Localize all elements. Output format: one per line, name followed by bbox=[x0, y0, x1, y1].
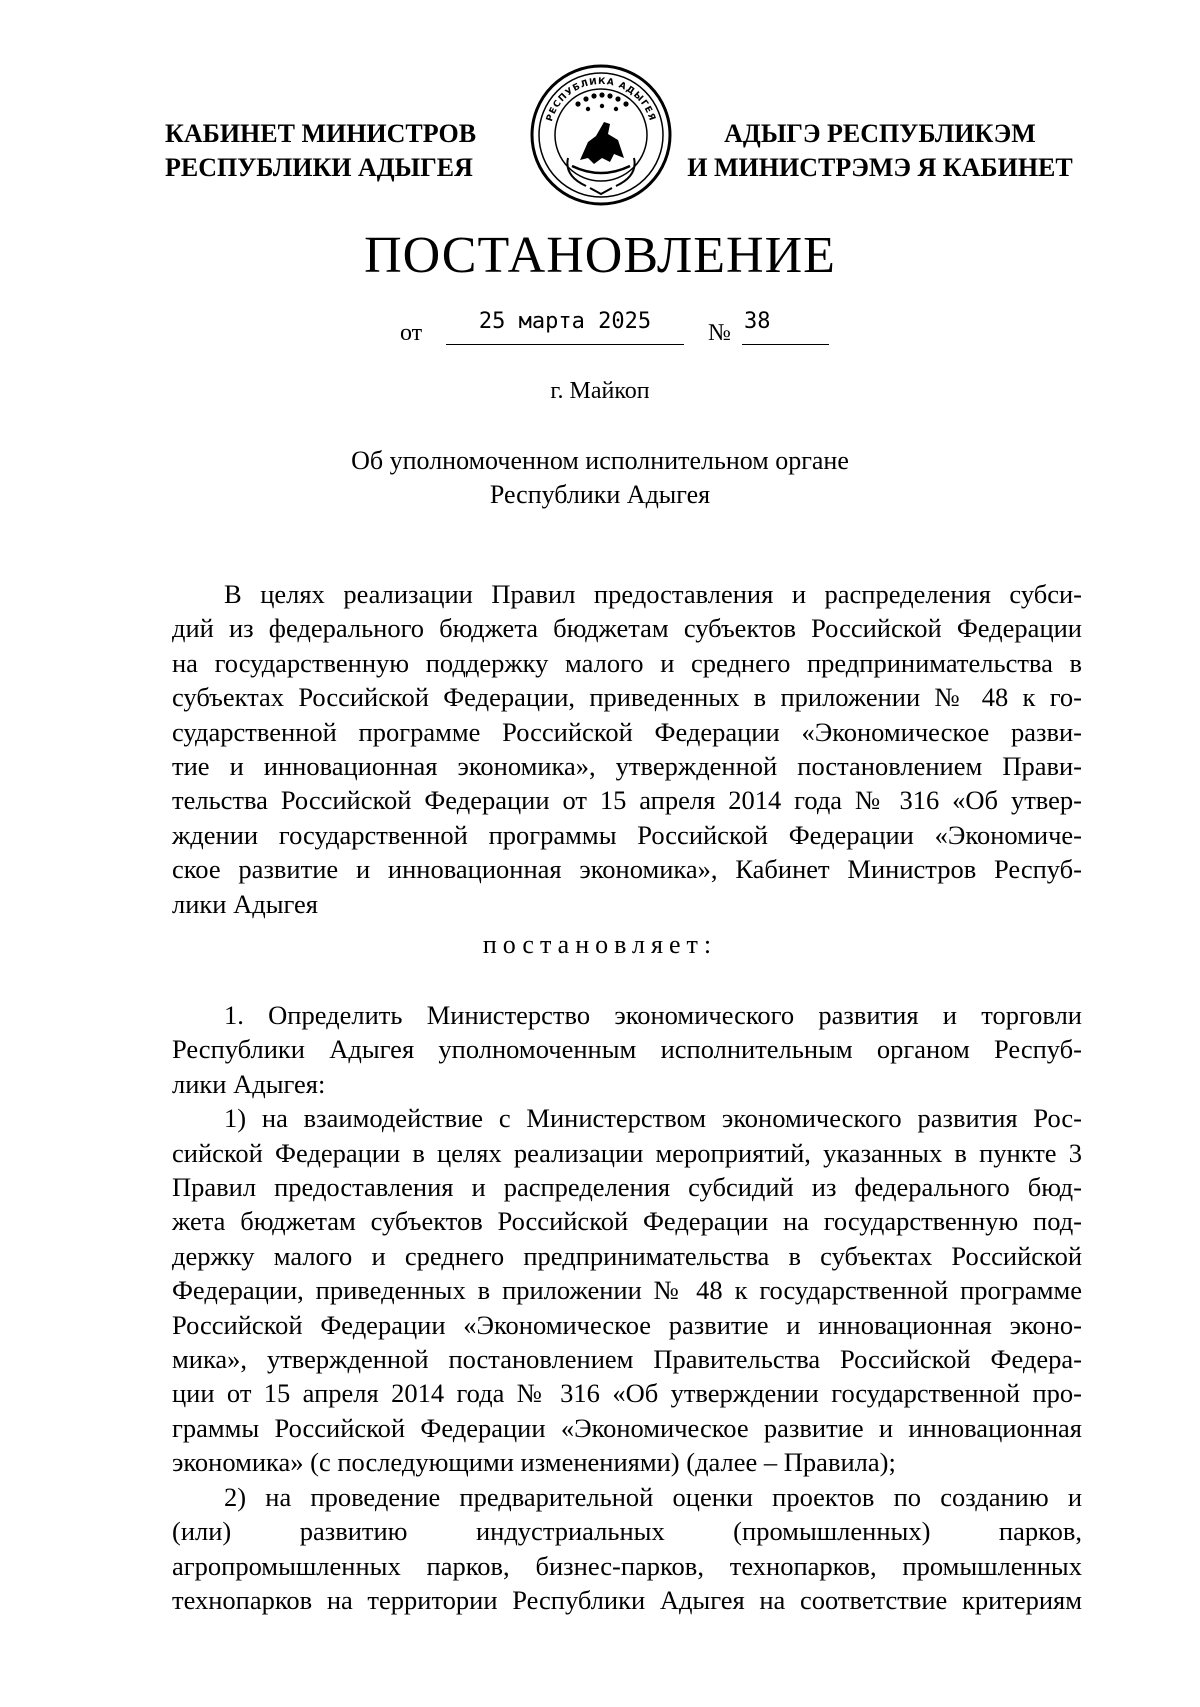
text-line: 1. Определить Министерство экономического развития и торговли bbox=[224, 1000, 1082, 1030]
text-line: В целях реализации Правил предоставления и распределения субси- bbox=[224, 579, 1082, 609]
text-line: экономика» (с последующими изменениями) (далее – Правила); bbox=[172, 1447, 896, 1478]
document-date: 25 марта 2025 bbox=[446, 304, 684, 345]
text-line: тие и инновационная экономика», утвержденной постановлением Прави- bbox=[172, 751, 1082, 782]
city: г. Майкоп bbox=[550, 378, 650, 404]
text-line: 1) на взаимодействие с Министерством экономического развития Рос- bbox=[224, 1103, 1082, 1134]
document-number: 38 bbox=[742, 304, 829, 345]
header-right-line2: И МИНИСТРЭМЭ Я КАБИНЕТ bbox=[687, 153, 1073, 182]
document-subject bbox=[0, 444, 1200, 512]
clauses-section bbox=[172, 998, 1082, 1617]
decree-word: постановляет: bbox=[482, 930, 718, 959]
text-line: граммы Российской Федерации «Экономическое развитие и инновационная bbox=[172, 1412, 1082, 1443]
text-line: ждении государственной программы Российской Федерации «Экономиче- bbox=[172, 819, 1082, 850]
date-number-line bbox=[0, 304, 1200, 348]
header-left-line2: РЕСПУБЛИКИ АДЫГЕЯ bbox=[165, 153, 473, 182]
text-line: технопарков на территории Республики Адыгея на соответствие критериям bbox=[172, 1584, 1082, 1615]
emblem-text: РЕСПУБЛИКА АДЫГЕЯ bbox=[544, 76, 658, 123]
text-line: субъектах Российской Федерации, приведенных в приложении № 48 к го- bbox=[172, 682, 1082, 713]
text-line: (или) развитию индустриальных (промышленных) парков, bbox=[172, 1516, 1082, 1547]
text-line: Республики Адыгея уполномоченным исполнительным органом Респуб- bbox=[172, 1034, 1082, 1065]
header-right-line1: АДЫГЭ РЕСПУБЛИКЭМ bbox=[724, 119, 1036, 148]
text-line: лики Адыгея: bbox=[172, 1068, 326, 1099]
header-right bbox=[670, 117, 1090, 185]
subject-line: Об уполномоченном исполнительном органе bbox=[351, 446, 849, 475]
text-line: сийской Федерации в целях реализации мероприятий, указанных в пункте 3 bbox=[172, 1137, 1082, 1168]
text-line: ское развитие и инновационная экономика», Кабинет Министров Респуб- bbox=[172, 854, 1082, 885]
preamble-paragraph bbox=[172, 577, 1082, 921]
number-label: № bbox=[708, 320, 731, 346]
coat-of-arms-emblem bbox=[528, 62, 674, 208]
date-label: от bbox=[400, 320, 423, 346]
text-line: жета бюджетам субъектов Российской Федерации на государственную под- bbox=[172, 1206, 1082, 1237]
text-line: ции от 15 апреля 2014 года № 316 «Об утверждении государственной про- bbox=[172, 1378, 1082, 1409]
text-line: Правил предоставления и распределения субсидий из федерального бюд- bbox=[172, 1172, 1082, 1203]
header-left bbox=[165, 117, 477, 185]
header-left-line1: КАБИНЕТ МИНИСТРОВ bbox=[165, 119, 477, 148]
text-line: тельства Российской Федерации от 15 апреля 2014 года № 316 «Об утвер- bbox=[172, 785, 1082, 816]
text-line: Российской Федерации «Экономическое развитие и инновационная эконо- bbox=[172, 1309, 1082, 1340]
text-line: мика», утвержденной постановлением Правительства Российской Федера- bbox=[172, 1344, 1082, 1375]
text-line: держку малого и среднего предпринимательства в субъектах Российской bbox=[172, 1240, 1082, 1271]
text-line: на государственную поддержку малого и среднего предпринимательства в bbox=[172, 647, 1082, 678]
subject-line: Республики Адыгея bbox=[489, 480, 711, 509]
text-line: Федерации, приведенных в приложении № 48 к государственной программе bbox=[172, 1275, 1082, 1306]
text-line: лики Адыгея bbox=[172, 888, 318, 919]
document-title: ПОСТАНОВЛЕНИЕ bbox=[364, 227, 836, 284]
text-line: сударственной программе Российской Федерации «Экономическое разви- bbox=[172, 716, 1082, 747]
text-line: дий из федерального бюджета бюджетам субъектов Российской Федерации bbox=[172, 613, 1082, 644]
text-line: агропромышленных парков, бизнес-парков, технопарков, промышленных bbox=[172, 1550, 1082, 1581]
text-line: 2) на проведение предварительной оценки проектов по созданию и bbox=[224, 1481, 1082, 1512]
